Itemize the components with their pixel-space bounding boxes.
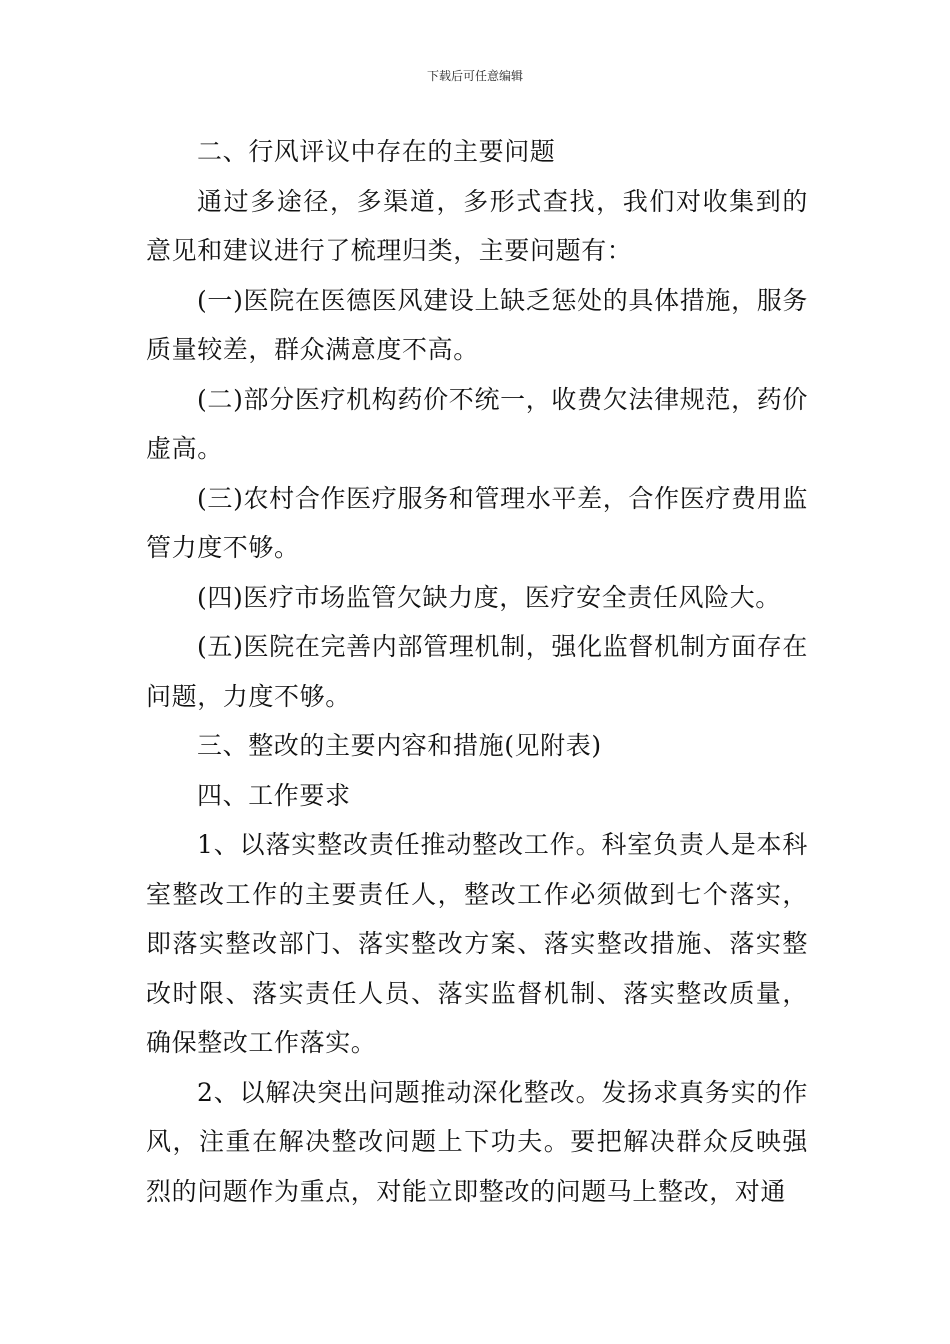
section-heading-2: 二、行风评议中存在的主要问题 xyxy=(197,137,556,166)
section-heading-3: 三、整改的主要内容和措施(见附表) xyxy=(197,731,602,760)
problem-item-1: (一)医院在医德医风建设上缺乏惩处的具体措施，服务质量较差，群众满意度不高。 xyxy=(146,285,808,364)
problem-item-5: (五)医院在完善内部管理机制，强化监督机制方面存在问题，力度不够。 xyxy=(146,632,808,711)
problem-item-2: (二)部分医疗机构药价不统一，收费欠法律规范，药价虚高。 xyxy=(146,384,808,463)
paragraph-intro: 通过多途径，多渠道，多形式查找，我们对收集到的意见和建议进行了梳理归类，主要问题有： xyxy=(146,186,808,265)
requirement-item-2: 2、以解决突出问题推动深化整改。发扬求真务实的作风，注重在解决整改问题上下功夫。要把解决群众反映强烈的问题作为重点，对能立即整改的问题马上整改，对通 xyxy=(146,1077,808,1206)
problem-item-3: (三)农村合作医疗服务和管理水平差，合作医疗费用监管力度不够。 xyxy=(146,483,808,562)
document-body xyxy=(146,127,808,1216)
requirement-item-1: 1、以落实整改责任推动整改工作。科室负责人是本科室整改工作的主要责任人，整改工作必须做到七个落实，即落实整改部门、落实整改方案、落实整改措施、落实整改时限、落实责任人员、落实监督机制、落实整改质量，确保整改工作落实。 xyxy=(146,830,808,1057)
problem-item-4: (四)医疗市场监管欠缺力度，医疗安全责任风险大。 xyxy=(197,582,781,612)
header-note: 下载后可任意编辑 xyxy=(426,69,523,83)
section-heading-4: 四、工作要求 xyxy=(197,780,351,810)
